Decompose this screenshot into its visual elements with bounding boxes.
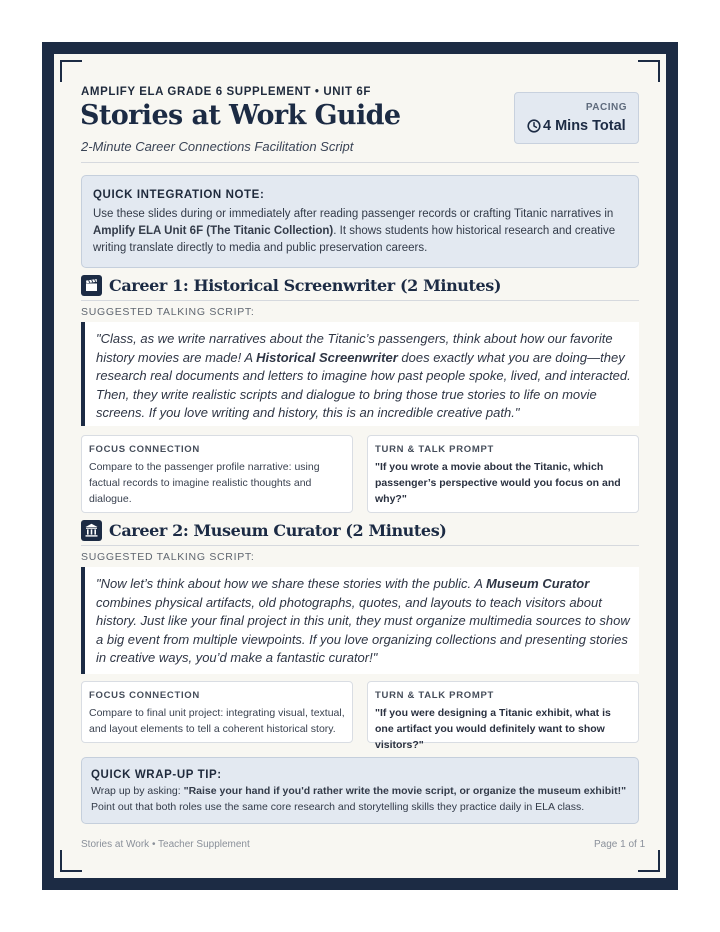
integration-note-heading: QUICK INTEGRATION NOTE:	[93, 189, 265, 201]
integration-note	[81, 175, 639, 268]
career2-prompt-heading: TURN & TALK PROMPT	[375, 690, 495, 701]
career2-title: Career 2: Museum Curator (2 Minutes)	[109, 521, 447, 540]
career1-divider	[81, 300, 639, 301]
career1-role-name: Historical Screenwriter	[256, 349, 398, 365]
page-subtitle: 2-Minute Career Connections Facilitation Script	[81, 139, 354, 154]
museum-icon	[81, 520, 102, 541]
career1-prompt-box	[367, 435, 639, 513]
career2-script-label: SUGGESTED TALKING SCRIPT:	[81, 551, 255, 563]
page-title: Stories at Work Guide	[80, 100, 401, 131]
career1-focus-text: Compare to the passenger profile narrative: using factual records to imagine realistic thoughts and dialogue.	[89, 461, 320, 505]
career2-script-quote	[81, 567, 639, 674]
career2-prompt-box	[367, 681, 639, 751]
corner-mark-top-right	[638, 60, 660, 82]
pacing-value: 4 Mins Total	[543, 118, 626, 134]
career1-script-label: SUGGESTED TALKING SCRIPT:	[81, 306, 255, 318]
career1-focus-heading: FOCUS CONNECTION	[89, 444, 200, 455]
career1-title: Career 1: Historical Screenwriter (2 Minutes)	[109, 276, 502, 295]
header-divider	[81, 162, 639, 163]
career1-script-quote	[81, 322, 639, 426]
corner-mark-bottom-left	[60, 850, 82, 872]
career1-prompt-text: "If you wrote a movie about the Titanic, which passenger’s perspective would you focus on and why?"	[375, 461, 621, 505]
career2-divider	[81, 545, 639, 546]
eyebrow-label: AMPLIFY ELA GRADE 6 SUPPLEMENT • UNIT 6F	[81, 86, 371, 98]
career2-script-text: "Now let’s think about how we share these stories with the public. A Museum Curator combines physical artifacts, old photographs, quotes, and layouts to teach visitors about history. Just like your final project in this unit, they must organize multimedia sources to show a big event from multiple viewpoints. If you love organizing collections and presenting stories in creative ways, you’d make a fantastic curator!"	[96, 576, 630, 666]
page-number: Page 1 of 1	[594, 839, 646, 850]
career2-role-name: Museum Curator	[486, 576, 590, 591]
career2-focus-heading: FOCUS CONNECTION	[89, 690, 200, 701]
integration-note-text: Use these slides during or immediately after reading passenger records or crafting Titanic narratives in Amplify ELA Unit 6F (The Titanic Collection). It shows students how historical research and creative writing translate directly to media and public preservation careers.	[93, 208, 616, 254]
pacing-label: PACING	[585, 102, 627, 113]
integration-note-unit: Amplify ELA Unit 6F (The Titanic Collection)	[93, 225, 334, 237]
clapperboard-icon	[81, 275, 102, 296]
corner-mark-bottom-right	[638, 850, 660, 872]
career1-prompt-heading: TURN & TALK PROMPT	[375, 444, 495, 455]
wrap-up-heading: QUICK WRAP-UP TIP:	[91, 769, 222, 781]
pacing-badge	[514, 92, 639, 144]
wrap-up-question: "Raise your hand if you'd rather write the movie script, or organize the museum exhibit!"	[183, 785, 627, 797]
career2-focus-box	[81, 681, 353, 743]
career2-prompt-text: "If you were designing a Titanic exhibit, what is one artifact you would definitely want to show visitors?"	[375, 707, 611, 751]
career1-focus-box	[81, 435, 353, 513]
wrap-up-text: Wrap up by asking: "Raise your hand if you'd rather write the movie script, or organize the museum exhibit!" Point out that both roles use the same core research and storytelling skills they practice daily in ELA class.	[91, 785, 627, 813]
corner-mark-top-left	[60, 60, 82, 82]
clock-icon	[527, 119, 541, 138]
footer-left: Stories at Work • Teacher Supplement	[81, 839, 250, 850]
career2-focus-text: Compare to final unit project: integrating visual, textual, and layout elements to tell a coherent historical story.	[89, 707, 345, 735]
wrap-up-tip	[81, 757, 639, 824]
career1-script-text: "Class, as we write narratives about the Titanic’s passengers, think about how our favorite history movies are made! A Historical Screenwriter does exactly what you are doing—they research real documents and letters to imagine how past people spoke, lived, and interacted. Then, they write realistic scripts and dialogue to bring those true stories to life on movie screens. If you love writing and history, this is an incredible creative path."	[96, 331, 631, 421]
